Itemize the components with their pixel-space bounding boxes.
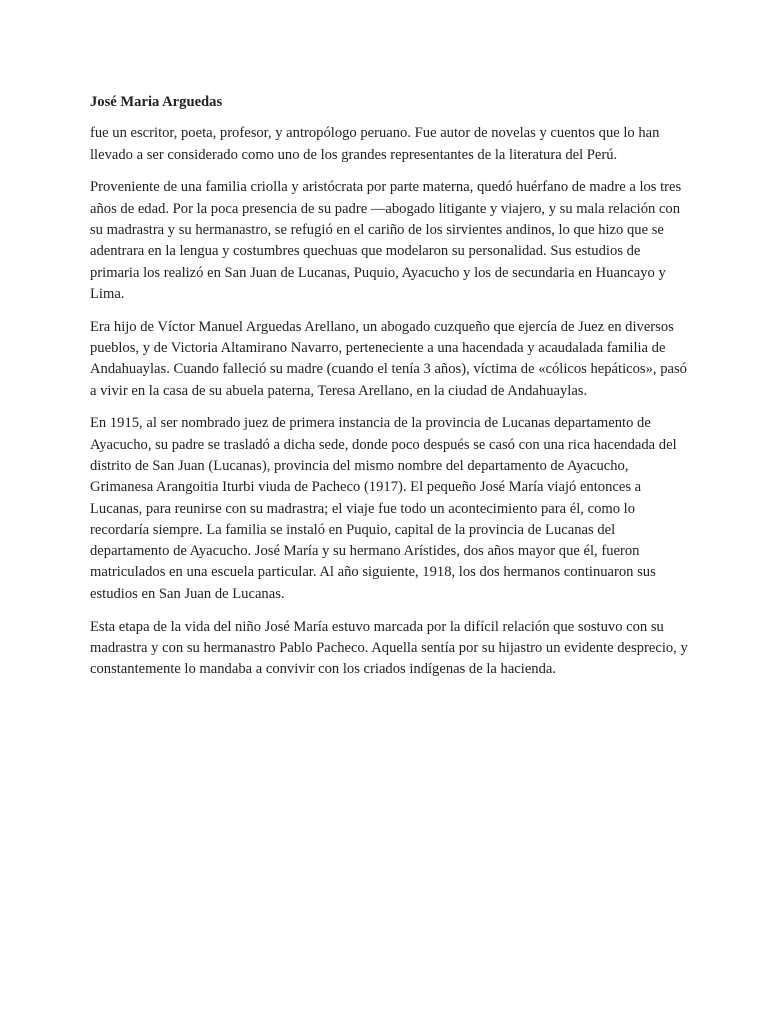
paragraph-1915: En 1915, al ser nombrado juez de primera instancia de la provincia de Lucanas departamento de Ayacucho, su padre se trasladó a dicha sede, donde poco después se casó con una rica hacendada del distrito de San Juan (Lucanas), provincia del mismo nombre del departamento de Ayacucho, Grimanesa Arangoitia Iturbi viuda de Pacheco (1917). El pequeño José María viajó entonces a Lucanas, para reunirse con su madrastra; el viaje fue todo un acontecimiento para él, como lo recordaría siempre. La familia se instaló en Puquio, capital de la provincia de Lucanas del departamento de Ayacucho. José María y su hermano Arístides, dos años mayor que él, fueron matriculados en una escuela particular. Al año siguiente, 1918, los dos hermanos continuaron sus estudios en San Juan de Lucanas. (90, 415, 677, 602)
paragraph-childhood: Esta etapa de la vida del niño José María estuvo marcada por la difícil relación que sostuvo con su madrastra y con su hermanastro Pablo Pacheco. Aquella sentía por su hijastro un evidente desprecio, y constantemente lo mandaba a convivir con los criados indígenas de la hacienda. (90, 618, 688, 678)
document-title: José Maria Arguedas (90, 94, 223, 110)
paragraph-parents: Era hijo de Víctor Manuel Arguedas Arellano, un abogado cuzqueño que ejercía de Juez en diversos pueblos, y de Victoria Altamirano Navarro, perteneciente a una hacendada y acaudalada familia de Andahuaylas. Cuando falleció su madre (cuando el tenía 3 años), víctima de «cólicos hepáticos», pasó a vivir en la casa de su abuela paterna, Teresa Arellano, en la ciudad de Andahuaylas. (90, 318, 687, 399)
document-page (90, 92, 690, 692)
paragraph-origins: Proveniente de una familia criolla y aristócrata por parte materna, quedó huérfano de madre a los tres años de edad. Por la poca presencia de su padre —abogado litigante y viajero, y su mala relación con su madrastra y su hermanastro, se refugió en el cariño de los sirvientes andinos, lo que hizo que se adentrara en la lengua y costumbres quechuas que modelaron su personalidad. Sus estudios de primaria los realizó en San Juan de Lucanas, Puquio, Ayacucho y los de secundaria en Huancayo y Lima. (90, 179, 682, 302)
paragraph-intro: fue un escritor, poeta, profesor, y antropólogo peruano. Fue autor de novelas y cuentos que lo han llevado a ser considerado como uno de los grandes representantes de la literatura del Perú. (90, 125, 660, 163)
